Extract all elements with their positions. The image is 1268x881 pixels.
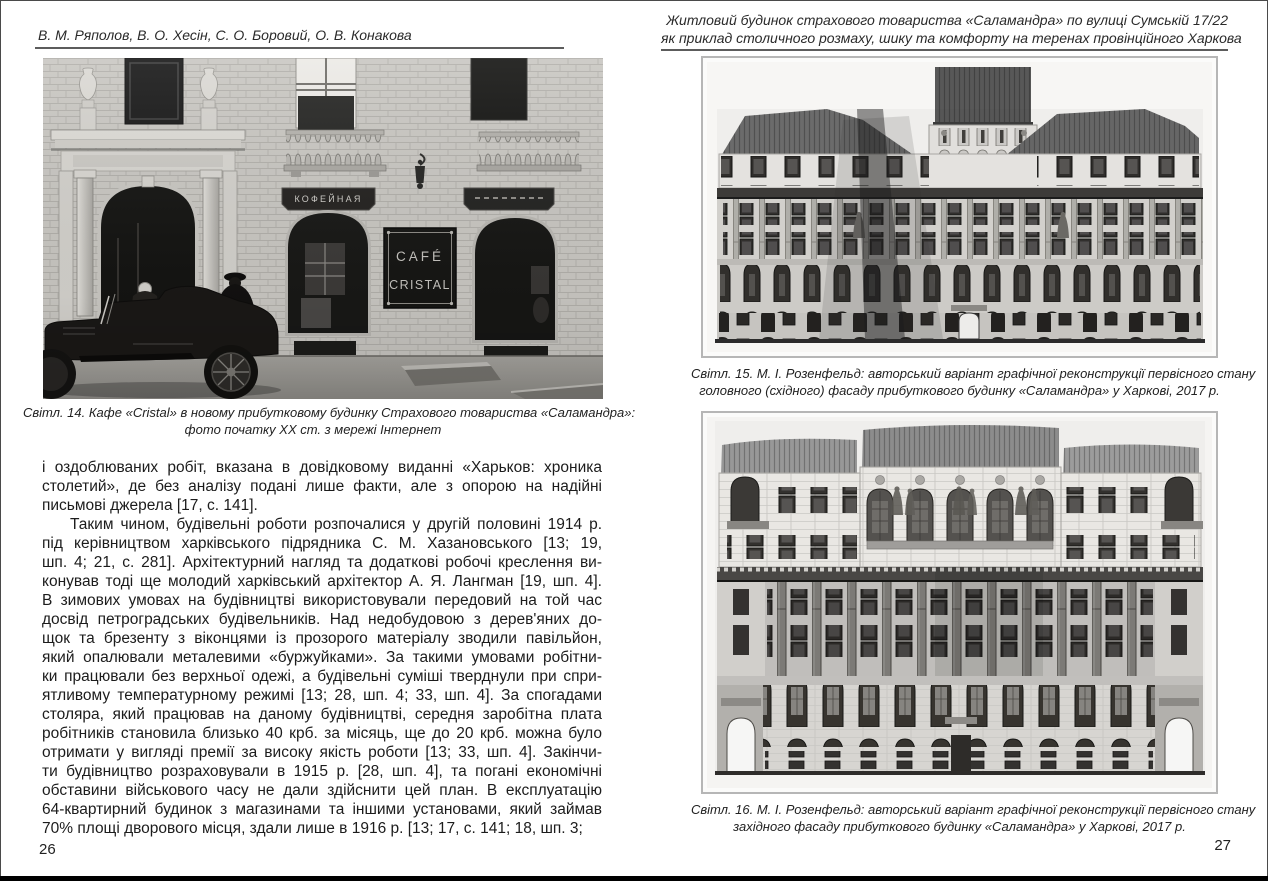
figure-15-caption-line2: головного (східного) фасаду прибуткового будинку «Саламандра» у Харкові, 2017 р. [699, 383, 1220, 398]
figure-15-caption [691, 365, 1256, 399]
body-text [42, 458, 602, 838]
east-facade-elevation [707, 62, 1212, 352]
cafe-cristal-photo-illustration [43, 58, 603, 399]
body-text-line: шп. 4; 21, с. 281]. Архітектурний нагляд та додаткові робочі креслення ви- [42, 554, 602, 571]
figure-15-caption-line1: Світл. 15. М. І. Розенфельд: авторський варіант графічної реконструкції первісного стану [691, 366, 1256, 381]
figure-14-caption [23, 404, 636, 438]
figure-16-caption-line1: Світл. 16. М. І. Розенфельд: авторський варіант графічної реконструкції первісного стану [691, 802, 1256, 817]
figure-15-drawing [701, 56, 1218, 358]
running-head-authors: В. М. Ряполов, В. О. Хесін, С. О. Боровий, О. В. Конакова [38, 27, 412, 43]
body-text-line: Таким чином, будівельні роботи розпочалися у другій половині 1914 р. [70, 516, 602, 533]
body-text-line: і оздоблюваних робіт, вказана в довідковому виданні «Харьков: хроника [42, 459, 602, 476]
page-number-left: 26 [39, 841, 56, 858]
west-facade-elevation [707, 417, 1212, 788]
running-head-rule-left [35, 47, 564, 49]
body-text-line: ятливому температурному режимі [13; 28, шп. 4; 33, шп. 4]. За спогадами [42, 687, 602, 704]
body-text-line: В зимових умовах на будівництві використовували передовий на той час [42, 592, 602, 609]
figure-14-photo [43, 58, 603, 399]
figure-16-caption [691, 801, 1256, 835]
body-text-line: ки працювали без верхньої одежі, а будівельні суміші тверднули при спри- [42, 668, 602, 685]
figure-16-caption-line2: західного фасаду прибуткового будинку «Саламандра» у Харкові, 2017 р. [733, 819, 1186, 834]
body-text-line: ти будівництво розраховували в 1915 р. [28, шп. 4], та погані економічні [42, 763, 602, 780]
figure-16-drawing [701, 411, 1218, 794]
running-head-title-line1: Житловий будинок страхового товариства «Саламандра» по вулиці Сумській 17/22 [666, 12, 1228, 28]
body-text-line: обставини військового часу не дали здійснити цей план. В експлуатацію [42, 782, 602, 799]
body-text-line: отримати у вигляді премії за високу якість роботи [13; 33, шп. 4]. Закінчи- [42, 744, 602, 761]
body-text-line: робітників становила близько 40 крб. за місяць, ще до 20 крб. можна було [42, 725, 602, 742]
body-text-line: столетий», де без аналізу подані лише факти, але з опорою на надійні [42, 478, 602, 495]
body-text-line: досвід петроградських будівельників. Над недобудовою з дерев'яних до- [42, 611, 602, 628]
running-head-article-title [661, 12, 1242, 47]
body-text-line: столяра, який працював на даному будівництві, середня заробітна плата [42, 706, 602, 723]
figure-14-caption-line1: Світл. 14. Кафе «Cristal» в новому прибутковому будинку Страхового товариства «Саламандра»: [23, 405, 636, 420]
body-text-line: щок та брезенту з віконцями із прозорого матеріалу зводили павільйон, [42, 630, 602, 647]
body-text-line: який опалювали металевими «буржуйками». За такими умовами робітни- [42, 649, 602, 666]
body-text-line: письмові джерела [17, с. 141]. [42, 497, 258, 514]
running-head-title-line2: як приклад столичного розмаху, шику та комфорту на теренах провінційного Харкова [661, 29, 1242, 46]
figure-14-caption-line2: фото початку ХХ ст. з мережі Інтернет [184, 422, 442, 437]
scan-bottom-edge [0, 876, 1268, 881]
body-text-line: під керівництвом харківського підрядника С. М. Хазановського [13; 19, [42, 535, 602, 552]
running-head-rule-right [661, 49, 1228, 51]
body-text-line: 64-квартирний будинок з магазинами та іншими установами, який займав [42, 801, 602, 818]
body-text-line: конував тоді ще молодий харківський архітектор А. Я. Лангман [19, шп. 4]. [42, 573, 602, 590]
page-number-right: 27 [1214, 837, 1231, 854]
body-text-line: 70% площі дворового місця, здали лише в 1916 р. [13; 17, с. 141; 18, шп. 3; [42, 820, 583, 837]
